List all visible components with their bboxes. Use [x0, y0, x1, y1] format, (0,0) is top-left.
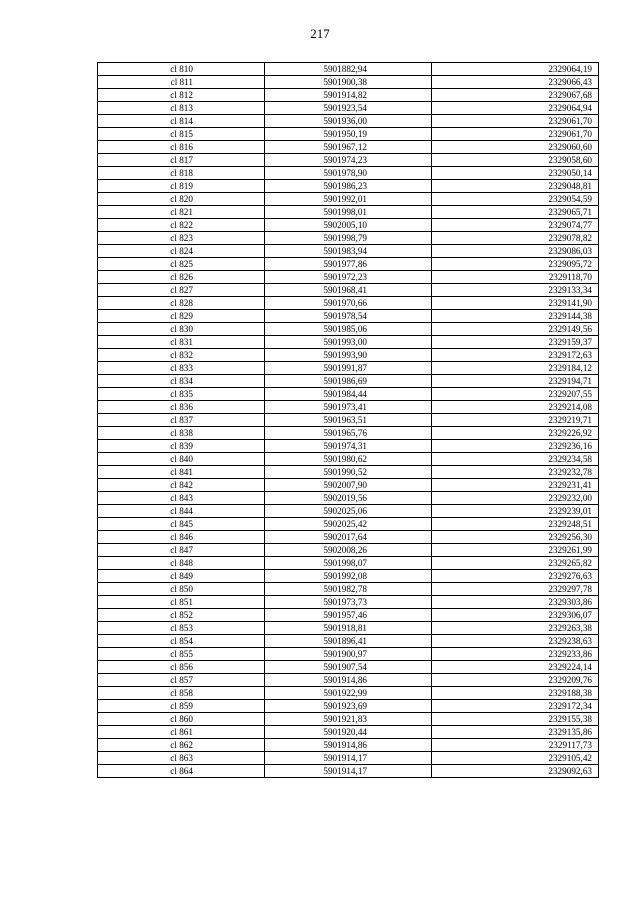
- table-row: [98, 336, 599, 349]
- x-coordinate-cell: 5901914,86: [265, 739, 432, 752]
- table-row: [98, 583, 599, 596]
- coordinates-table: [97, 62, 599, 778]
- point-id-cell: cl 848: [98, 557, 265, 570]
- y-coordinate-cell: 2329054,59: [432, 193, 599, 206]
- x-coordinate-cell: 5901923,69: [265, 700, 432, 713]
- table-row: [98, 414, 599, 427]
- x-coordinate-cell: 5901991,87: [265, 362, 432, 375]
- point-id-cell: cl 862: [98, 739, 265, 752]
- table-row: [98, 128, 599, 141]
- point-id-cell: cl 822: [98, 219, 265, 232]
- y-coordinate-cell: 2329232,78: [432, 466, 599, 479]
- table-row: [98, 271, 599, 284]
- y-coordinate-cell: 2329105,42: [432, 752, 599, 765]
- table-row: [98, 544, 599, 557]
- table-row: [98, 609, 599, 622]
- y-coordinate-cell: 2329214,08: [432, 401, 599, 414]
- y-coordinate-cell: 2329065,71: [432, 206, 599, 219]
- point-id-cell: cl 815: [98, 128, 265, 141]
- y-coordinate-cell: 2329263,38: [432, 622, 599, 635]
- point-id-cell: cl 857: [98, 674, 265, 687]
- y-coordinate-cell: 2329306,07: [432, 609, 599, 622]
- point-id-cell: cl 859: [98, 700, 265, 713]
- table-row: [98, 258, 599, 271]
- y-coordinate-cell: 2329095,72: [432, 258, 599, 271]
- x-coordinate-cell: 5901993,00: [265, 336, 432, 349]
- point-id-cell: cl 844: [98, 505, 265, 518]
- y-coordinate-cell: 2329233,86: [432, 648, 599, 661]
- point-id-cell: cl 841: [98, 466, 265, 479]
- table-row: [98, 245, 599, 258]
- y-coordinate-cell: 2329207,55: [432, 388, 599, 401]
- table-row: [98, 63, 599, 76]
- x-coordinate-cell: 5901984,44: [265, 388, 432, 401]
- x-coordinate-cell: 5901982,78: [265, 583, 432, 596]
- x-coordinate-cell: 5901907,54: [265, 661, 432, 674]
- y-coordinate-cell: 2329239,01: [432, 505, 599, 518]
- point-id-cell: cl 853: [98, 622, 265, 635]
- table-row: [98, 440, 599, 453]
- table-row: [98, 479, 599, 492]
- x-coordinate-cell: 5901923,54: [265, 102, 432, 115]
- x-coordinate-cell: 5901974,23: [265, 154, 432, 167]
- table-row: [98, 141, 599, 154]
- x-coordinate-cell: 5901896,41: [265, 635, 432, 648]
- point-id-cell: cl 825: [98, 258, 265, 271]
- x-coordinate-cell: 5901974,31: [265, 440, 432, 453]
- point-id-cell: cl 843: [98, 492, 265, 505]
- x-coordinate-cell: 5901998,79: [265, 232, 432, 245]
- x-coordinate-cell: 5901986,23: [265, 180, 432, 193]
- table-row: [98, 206, 599, 219]
- page-number: 217: [310, 26, 330, 41]
- table-row: [98, 765, 599, 778]
- x-coordinate-cell: 5901957,46: [265, 609, 432, 622]
- table-row: [98, 102, 599, 115]
- x-coordinate-cell: 5901973,41: [265, 401, 432, 414]
- point-id-cell: cl 823: [98, 232, 265, 245]
- x-coordinate-cell: 5901900,97: [265, 648, 432, 661]
- x-coordinate-cell: 5901993,90: [265, 349, 432, 362]
- y-coordinate-cell: 2329238,63: [432, 635, 599, 648]
- x-coordinate-cell: 5901967,12: [265, 141, 432, 154]
- x-coordinate-cell: 5901972,23: [265, 271, 432, 284]
- point-id-cell: cl 838: [98, 427, 265, 440]
- table-row: [98, 622, 599, 635]
- y-coordinate-cell: 2329086,03: [432, 245, 599, 258]
- point-id-cell: cl 863: [98, 752, 265, 765]
- point-id-cell: cl 836: [98, 401, 265, 414]
- point-id-cell: cl 835: [98, 388, 265, 401]
- x-coordinate-cell: 5901882,94: [265, 63, 432, 76]
- table-row: [98, 349, 599, 362]
- point-id-cell: cl 851: [98, 596, 265, 609]
- table-row: [98, 661, 599, 674]
- y-coordinate-cell: 2329276,63: [432, 570, 599, 583]
- point-id-cell: cl 861: [98, 726, 265, 739]
- table-row: [98, 232, 599, 245]
- table-row: [98, 180, 599, 193]
- y-coordinate-cell: 2329236,16: [432, 440, 599, 453]
- point-id-cell: cl 811: [98, 76, 265, 89]
- table-row: [98, 557, 599, 570]
- y-coordinate-cell: 2329135,86: [432, 726, 599, 739]
- x-coordinate-cell: 5901978,90: [265, 167, 432, 180]
- y-coordinate-cell: 2329074,77: [432, 219, 599, 232]
- table-row: [98, 674, 599, 687]
- x-coordinate-cell: 5901914,82: [265, 89, 432, 102]
- table-row: [98, 726, 599, 739]
- x-coordinate-cell: 5901990,52: [265, 466, 432, 479]
- table-row: [98, 635, 599, 648]
- point-id-cell: cl 810: [98, 63, 265, 76]
- point-id-cell: cl 818: [98, 167, 265, 180]
- point-id-cell: cl 837: [98, 414, 265, 427]
- table-row: [98, 89, 599, 102]
- y-coordinate-cell: 2329261,99: [432, 544, 599, 557]
- point-id-cell: cl 828: [98, 297, 265, 310]
- y-coordinate-cell: 2329219,71: [432, 414, 599, 427]
- point-id-cell: cl 812: [98, 89, 265, 102]
- table-row: [98, 219, 599, 232]
- point-id-cell: cl 821: [98, 206, 265, 219]
- point-id-cell: cl 816: [98, 141, 265, 154]
- point-id-cell: cl 856: [98, 661, 265, 674]
- x-coordinate-cell: 5901983,94: [265, 245, 432, 258]
- y-coordinate-cell: 2329184,12: [432, 362, 599, 375]
- point-id-cell: cl 842: [98, 479, 265, 492]
- x-coordinate-cell: 5902019,56: [265, 492, 432, 505]
- point-id-cell: cl 829: [98, 310, 265, 323]
- point-id-cell: cl 824: [98, 245, 265, 258]
- y-coordinate-cell: 2329303,86: [432, 596, 599, 609]
- y-coordinate-cell: 2329078,82: [432, 232, 599, 245]
- x-coordinate-cell: 5901936,00: [265, 115, 432, 128]
- table-row: [98, 297, 599, 310]
- point-id-cell: cl 864: [98, 765, 265, 778]
- point-id-cell: cl 830: [98, 323, 265, 336]
- point-id-cell: cl 827: [98, 284, 265, 297]
- table-row: [98, 713, 599, 726]
- table-row: [98, 466, 599, 479]
- table-row: [98, 739, 599, 752]
- y-coordinate-cell: 2329226,92: [432, 427, 599, 440]
- y-coordinate-cell: 2329064,94: [432, 102, 599, 115]
- table-row: [98, 492, 599, 505]
- x-coordinate-cell: 5901914,17: [265, 752, 432, 765]
- point-id-cell: cl 854: [98, 635, 265, 648]
- point-id-cell: cl 855: [98, 648, 265, 661]
- table-row: [98, 284, 599, 297]
- table-row: [98, 76, 599, 89]
- point-id-cell: cl 832: [98, 349, 265, 362]
- table-row: [98, 401, 599, 414]
- x-coordinate-cell: 5901914,17: [265, 765, 432, 778]
- x-coordinate-cell: 5902005,10: [265, 219, 432, 232]
- table-row: [98, 453, 599, 466]
- x-coordinate-cell: 5901968,41: [265, 284, 432, 297]
- y-coordinate-cell: 2329209,76: [432, 674, 599, 687]
- y-coordinate-cell: 2329234,58: [432, 453, 599, 466]
- x-coordinate-cell: 5902008,26: [265, 544, 432, 557]
- y-coordinate-cell: 2329066,43: [432, 76, 599, 89]
- table-row: [98, 518, 599, 531]
- point-id-cell: cl 840: [98, 453, 265, 466]
- x-coordinate-cell: 5901977,86: [265, 258, 432, 271]
- point-id-cell: cl 839: [98, 440, 265, 453]
- table-row: [98, 427, 599, 440]
- x-coordinate-cell: 5901914,86: [265, 674, 432, 687]
- x-coordinate-cell: 5901920,44: [265, 726, 432, 739]
- x-coordinate-cell: 5901950,19: [265, 128, 432, 141]
- x-coordinate-cell: 5901985,06: [265, 323, 432, 336]
- y-coordinate-cell: 2329092,63: [432, 765, 599, 778]
- x-coordinate-cell: 5902017,64: [265, 531, 432, 544]
- x-coordinate-cell: 5901973,73: [265, 596, 432, 609]
- point-id-cell: cl 814: [98, 115, 265, 128]
- y-coordinate-cell: 2329297,78: [432, 583, 599, 596]
- y-coordinate-cell: 2329172,34: [432, 700, 599, 713]
- y-coordinate-cell: 2329194,71: [432, 375, 599, 388]
- table-row: [98, 323, 599, 336]
- y-coordinate-cell: 2329188,38: [432, 687, 599, 700]
- y-coordinate-cell: 2329248,51: [432, 518, 599, 531]
- table-row: [98, 154, 599, 167]
- y-coordinate-cell: 2329265,82: [432, 557, 599, 570]
- point-id-cell: cl 833: [98, 362, 265, 375]
- x-coordinate-cell: 5901998,01: [265, 206, 432, 219]
- y-coordinate-cell: 2329231,41: [432, 479, 599, 492]
- y-coordinate-cell: 2329058,60: [432, 154, 599, 167]
- coordinates-table-body: [98, 63, 599, 778]
- table-row: [98, 570, 599, 583]
- x-coordinate-cell: 5901963,51: [265, 414, 432, 427]
- point-id-cell: cl 845: [98, 518, 265, 531]
- table-row: [98, 531, 599, 544]
- point-id-cell: cl 834: [98, 375, 265, 388]
- y-coordinate-cell: 2329149,56: [432, 323, 599, 336]
- point-id-cell: cl 817: [98, 154, 265, 167]
- x-coordinate-cell: 5902025,06: [265, 505, 432, 518]
- x-coordinate-cell: 5901922,99: [265, 687, 432, 700]
- point-id-cell: cl 819: [98, 180, 265, 193]
- table-row: [98, 700, 599, 713]
- y-coordinate-cell: 2329256,30: [432, 531, 599, 544]
- y-coordinate-cell: 2329048,81: [432, 180, 599, 193]
- x-coordinate-cell: 5902025,42: [265, 518, 432, 531]
- y-coordinate-cell: 2329050,14: [432, 167, 599, 180]
- y-coordinate-cell: 2329061,70: [432, 128, 599, 141]
- x-coordinate-cell: 5901921,83: [265, 713, 432, 726]
- y-coordinate-cell: 2329117,73: [432, 739, 599, 752]
- point-id-cell: cl 826: [98, 271, 265, 284]
- point-id-cell: cl 846: [98, 531, 265, 544]
- point-id-cell: cl 847: [98, 544, 265, 557]
- x-coordinate-cell: 5901992,01: [265, 193, 432, 206]
- point-id-cell: cl 858: [98, 687, 265, 700]
- y-coordinate-cell: 2329133,34: [432, 284, 599, 297]
- y-coordinate-cell: 2329159,37: [432, 336, 599, 349]
- x-coordinate-cell: 5901965,76: [265, 427, 432, 440]
- x-coordinate-cell: 5901980,62: [265, 453, 432, 466]
- y-coordinate-cell: 2329141,90: [432, 297, 599, 310]
- y-coordinate-cell: 2329061,70: [432, 115, 599, 128]
- table-row: [98, 648, 599, 661]
- point-id-cell: cl 813: [98, 102, 265, 115]
- x-coordinate-cell: 5901998,07: [265, 557, 432, 570]
- y-coordinate-cell: 2329172,63: [432, 349, 599, 362]
- point-id-cell: cl 860: [98, 713, 265, 726]
- x-coordinate-cell: 5902007,90: [265, 479, 432, 492]
- y-coordinate-cell: 2329067,68: [432, 89, 599, 102]
- y-coordinate-cell: 2329060,60: [432, 141, 599, 154]
- x-coordinate-cell: 5901900,38: [265, 76, 432, 89]
- table-row: [98, 505, 599, 518]
- x-coordinate-cell: 5901918,81: [265, 622, 432, 635]
- point-id-cell: cl 850: [98, 583, 265, 596]
- table-row: [98, 310, 599, 323]
- point-id-cell: cl 849: [98, 570, 265, 583]
- table-row: [98, 687, 599, 700]
- table-row: [98, 167, 599, 180]
- table-row: [98, 362, 599, 375]
- table-row: [98, 375, 599, 388]
- point-id-cell: cl 831: [98, 336, 265, 349]
- table-row: [98, 596, 599, 609]
- x-coordinate-cell: 5901992,08: [265, 570, 432, 583]
- point-id-cell: cl 820: [98, 193, 265, 206]
- point-id-cell: cl 852: [98, 609, 265, 622]
- table-row: [98, 115, 599, 128]
- x-coordinate-cell: 5901986,69: [265, 375, 432, 388]
- y-coordinate-cell: 2329155,38: [432, 713, 599, 726]
- x-coordinate-cell: 5901970,66: [265, 297, 432, 310]
- y-coordinate-cell: 2329224,14: [432, 661, 599, 674]
- table-row: [98, 752, 599, 765]
- y-coordinate-cell: 2329144,38: [432, 310, 599, 323]
- y-coordinate-cell: 2329064,19: [432, 63, 599, 76]
- x-coordinate-cell: 5901978,54: [265, 310, 432, 323]
- y-coordinate-cell: 2329232,00: [432, 492, 599, 505]
- y-coordinate-cell: 2329118,70: [432, 271, 599, 284]
- table-row: [98, 388, 599, 401]
- table-row: [98, 193, 599, 206]
